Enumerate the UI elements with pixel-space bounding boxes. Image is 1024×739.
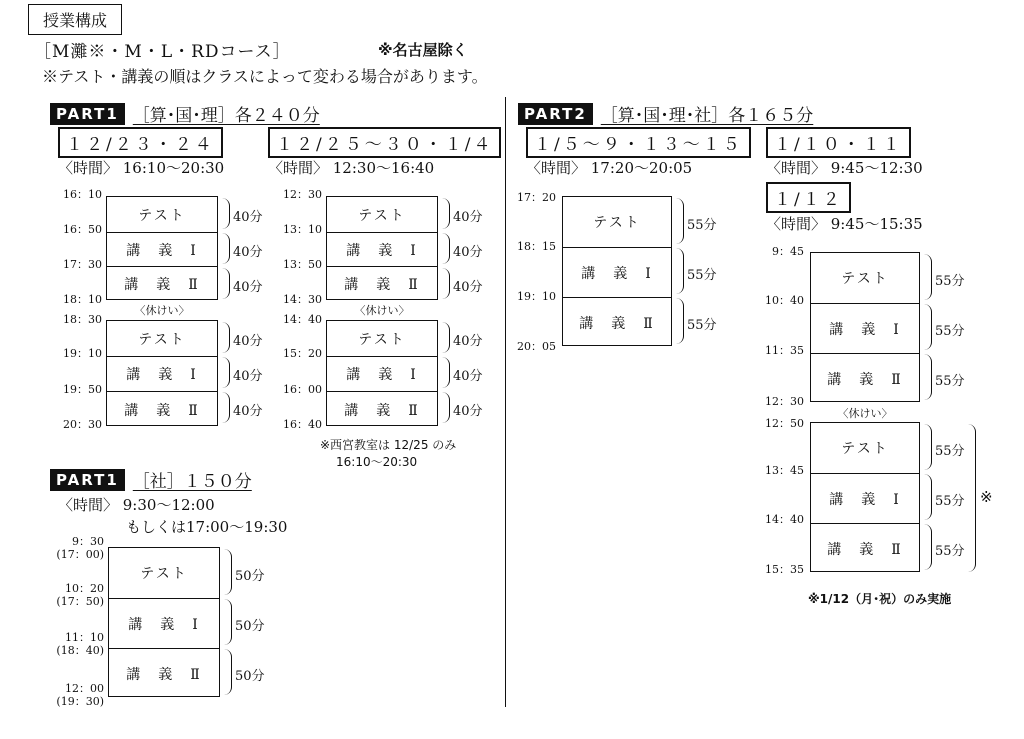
lecture2-cell: 講 義 Ⅱ (109, 648, 219, 698)
lecture2-cell: 講 義 Ⅱ (107, 266, 217, 301)
large-brace (966, 424, 976, 572)
brace (222, 322, 230, 353)
time-mark: 10：40 (765, 294, 804, 307)
schedule-block (562, 196, 672, 346)
break-label: 〈休けい〉 (354, 304, 410, 317)
schedule-block (108, 547, 220, 697)
part1-dates-a: １２/２３・２４ (58, 127, 223, 158)
part1-social-badge: PART1 (50, 469, 125, 491)
part2-time-c: 〈時間〉 9:45〜15:35 (766, 215, 923, 233)
course-exclusion: ※名古屋除く (378, 41, 468, 59)
time-mark: 15：20 (283, 347, 322, 360)
time-mark: 16：40 (283, 418, 322, 431)
duration-label: 40分 (453, 245, 483, 260)
duration-label: 50分 (235, 569, 265, 584)
duration-label: 40分 (233, 210, 263, 225)
time-mark: 14：40 (765, 513, 804, 526)
test-cell: テスト (138, 331, 186, 348)
schedule-block (810, 422, 920, 572)
time-mark: 12：00 (19：30) (56, 682, 104, 708)
brace (442, 322, 450, 353)
brace (222, 198, 230, 229)
part2-time-b: 〈時間〉 9:45〜12:30 (766, 159, 923, 177)
time-mark: 11：10 (18：40) (56, 631, 104, 657)
course-name: ［M灘※・M・L・RDコース］ (34, 42, 291, 62)
time-mark: 19：10 (517, 290, 556, 303)
time-mark: 11：35 (765, 344, 804, 357)
brace (676, 298, 684, 344)
test-cell: テスト (140, 566, 188, 582)
part1-heading (50, 101, 320, 126)
time-mark: 16：50 (63, 223, 102, 236)
time-mark: 13：10 (283, 223, 322, 236)
duration-label: 40分 (453, 369, 483, 384)
duration-label: 55分 (935, 274, 965, 289)
time-mark: 12：30 (765, 395, 804, 408)
lecture2-cell: 講 義 Ⅱ (327, 266, 437, 301)
test-cell: テスト (358, 207, 406, 224)
time-mark: 16：10 (63, 188, 102, 201)
duration-label: 40分 (453, 334, 483, 349)
duration-label: 55分 (935, 494, 965, 509)
duration-label: 55分 (935, 324, 965, 339)
lecture1-cell: 講 義 Ⅰ (107, 356, 217, 391)
brace (224, 649, 232, 695)
time-mark: 16：00 (283, 383, 322, 396)
test-cell: テスト (841, 271, 889, 287)
brace (442, 233, 450, 264)
time-mark: 12：50 (765, 417, 804, 430)
asterisk-mark: ※ (980, 488, 993, 506)
brace (442, 392, 450, 423)
time-mark: 10：20 (17：50) (56, 582, 104, 608)
brace (224, 549, 232, 595)
duration-label: 50分 (235, 669, 265, 684)
test-cell: テスト (358, 331, 406, 348)
lecture2-cell: 講 義 Ⅱ (327, 391, 437, 427)
part1-subjects: ［算･国･理］各２４０分 (132, 106, 320, 126)
time-mark: 14：30 (283, 293, 322, 306)
part2-dates-c: １/１２ (766, 182, 851, 213)
jan12-note: ※1/12（月･祝）のみ実施 (808, 592, 952, 606)
nishinomiya-note-line1: ※西宮教室は 12/25 のみ (320, 438, 457, 452)
lecture1-cell: 講 義 Ⅰ (327, 356, 437, 391)
time-mark: 9：45 (772, 245, 804, 258)
part1-social-heading (50, 467, 252, 492)
time-mark: 17：30 (63, 258, 102, 271)
brace (222, 233, 230, 264)
schedule-block (326, 320, 438, 426)
lecture1-cell: 講 義 Ⅰ (563, 247, 671, 297)
test-cell: テスト (593, 215, 641, 231)
brace (924, 254, 932, 300)
brace (442, 357, 450, 388)
section-header: 授業構成 (28, 4, 122, 35)
duration-label: 55分 (935, 374, 965, 389)
schedule-block (106, 196, 218, 300)
part1-social-subjects: ［社］１５０分 (132, 472, 252, 492)
time-mark: 20：05 (517, 340, 556, 353)
brace (222, 392, 230, 423)
brace (442, 268, 450, 299)
break-label: 〈休けい〉 (134, 304, 190, 317)
duration-label: 50分 (235, 619, 265, 634)
brace (676, 198, 684, 244)
lecture2-cell: 講 義 Ⅱ (107, 391, 217, 427)
duration-label: 55分 (687, 318, 717, 333)
lecture1-cell: 講 義 Ⅰ (811, 303, 919, 353)
lecture1-cell: 講 義 Ⅰ (109, 598, 219, 648)
part2-time-a: 〈時間〉 17:20〜20:05 (526, 159, 693, 177)
duration-label: 55分 (687, 268, 717, 283)
part2-heading (518, 101, 813, 126)
duration-label: 40分 (233, 245, 263, 260)
duration-label: 40分 (233, 334, 263, 349)
time-mark: 13：45 (765, 464, 804, 477)
brace (924, 304, 932, 350)
nishinomiya-note (320, 437, 456, 471)
time-mark: 18：30 (63, 313, 102, 326)
time-mark: 18：10 (63, 293, 102, 306)
part2-subjects: ［算･国･理･社］各１６５分 (600, 106, 814, 126)
brace (222, 357, 230, 388)
brace (222, 268, 230, 299)
order-notice: ※テスト・講義の順はクラスによって変わる場合があります。 (42, 67, 488, 86)
break-label: 〈休けい〉 (837, 407, 893, 420)
time-mark: 20：30 (63, 418, 102, 431)
duration-label: 55分 (687, 218, 717, 233)
duration-label: 40分 (233, 369, 263, 384)
schedule-block (106, 320, 218, 426)
duration-label: 40分 (453, 210, 483, 225)
duration-label: 40分 (233, 280, 263, 295)
lecture2-cell: 講 義 Ⅱ (811, 523, 919, 573)
brace (924, 354, 932, 400)
nishinomiya-note-line2: 16:10〜20:30 (336, 454, 418, 469)
lecture1-cell: 講 義 Ⅰ (811, 473, 919, 523)
time-mark: 9：30 (17：00) (56, 535, 104, 561)
brace (676, 248, 684, 294)
test-cell: テスト (138, 207, 186, 224)
lecture2-cell: 講 義 Ⅱ (811, 353, 919, 403)
time-mark: 18：15 (517, 240, 556, 253)
brace (924, 524, 932, 570)
part2-badge: PART2 (518, 103, 593, 125)
duration-label: 40分 (233, 404, 263, 419)
duration-label: 55分 (935, 444, 965, 459)
part1-dates-b: １２/２５〜３０・１/４ (268, 127, 501, 158)
duration-label: 40分 (453, 280, 483, 295)
duration-label: 40分 (453, 404, 483, 419)
part2-dates-a: １/５〜９・１３〜１５ (526, 127, 751, 158)
part1-badge: PART1 (50, 103, 125, 125)
part1-time-b: 〈時間〉 12:30〜16:40 (268, 159, 435, 177)
schedule-block (810, 252, 920, 402)
brace (224, 599, 232, 645)
duration-label: 55分 (935, 544, 965, 559)
column-divider (505, 97, 506, 707)
time-mark: 19：10 (63, 347, 102, 360)
time-mark: 19：50 (63, 383, 102, 396)
time-mark: 14：40 (283, 313, 322, 326)
brace (924, 424, 932, 470)
lecture1-cell: 講 義 Ⅰ (107, 232, 217, 266)
part1-time-a: 〈時間〉 16:10〜20:30 (58, 159, 225, 177)
time-mark: 13：50 (283, 258, 322, 271)
time-mark: 12：30 (283, 188, 322, 201)
time-mark: 15：35 (765, 563, 804, 576)
part2-dates-b: １/１０・１１ (766, 127, 911, 158)
part1-social-time-alt: もしくは17:00〜19:30 (126, 518, 288, 536)
lecture1-cell: 講 義 Ⅰ (327, 232, 437, 266)
time-mark: 17：20 (517, 191, 556, 204)
brace (924, 474, 932, 520)
brace (442, 198, 450, 229)
lecture2-cell: 講 義 Ⅱ (563, 297, 671, 347)
part1-social-time: 〈時間〉 9:30〜12:00 (58, 496, 215, 514)
test-cell: テスト (841, 441, 889, 457)
schedule-block (326, 196, 438, 300)
